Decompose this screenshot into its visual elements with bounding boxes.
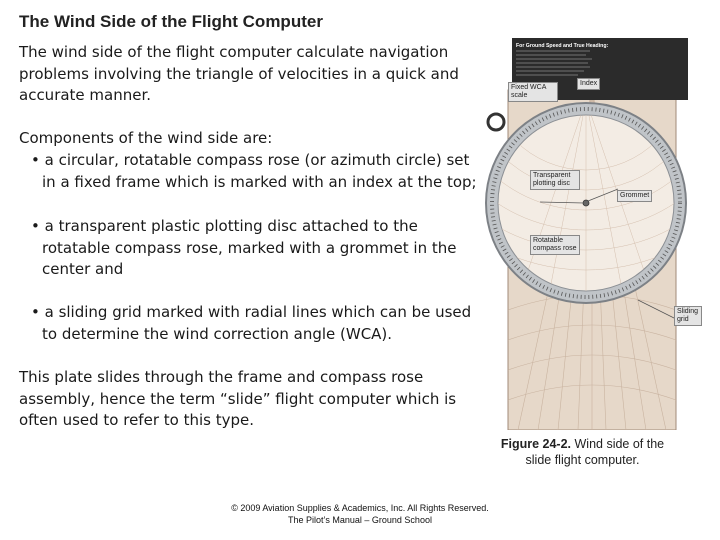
caption-label: Figure 24-2. (500, 437, 572, 451)
callout-rotatable-compass-rose: Rotatable compass rose (530, 235, 580, 255)
callout-transparent-plotting-disc: Transparent plotting disc (530, 170, 580, 190)
bullet-sliding-grid: • a sliding grid marked with radial lines which can be used to determine the wind correction angle (WCA). (31, 303, 472, 343)
bullet-plotting-disc: • a transparent plastic plotting disc attached to the rotatable compass rose, marked with a grommet in the center and (31, 217, 457, 278)
callout-fixed-wca-scale: Fixed WCA scale (508, 82, 558, 102)
components-heading: Components of the wind side are: (19, 129, 273, 147)
flight-computer-figure (478, 30, 698, 430)
figure-caption (500, 436, 665, 468)
hook-ring (488, 114, 504, 130)
intro-paragraph: The wind side of the flight computer calculate navigation problems involving the triangle of velocities in a quick and accurate manner. (19, 43, 459, 104)
slide-title: The Wind Side of the Flight Computer (19, 12, 323, 31)
caption-text: Wind side of the slide flight computer. (525, 437, 665, 467)
callout-sliding-grid: Sliding grid (674, 306, 702, 326)
bullet-compass-rose: • a circular, rotatable compass rose (or azimuth circle) set in a fixed frame which is marked with an index at the top; (31, 151, 477, 191)
callout-grommet: Grommet (617, 190, 652, 202)
footer-book-title: The Pilot’s Manual – Ground School (288, 515, 432, 525)
closing-paragraph: This plate slides through the frame and compass rose assembly, hence the term “slide” flight computer which is often used to refer to this type. (19, 368, 457, 429)
footer (200, 502, 520, 526)
instructions-heading: For Ground Speed and True Heading: (516, 43, 609, 49)
footer-copyright: © 2009 Aviation Supplies & Academics, Inc. All Rights Reserved. (231, 503, 489, 513)
callout-index: Index (577, 78, 600, 90)
